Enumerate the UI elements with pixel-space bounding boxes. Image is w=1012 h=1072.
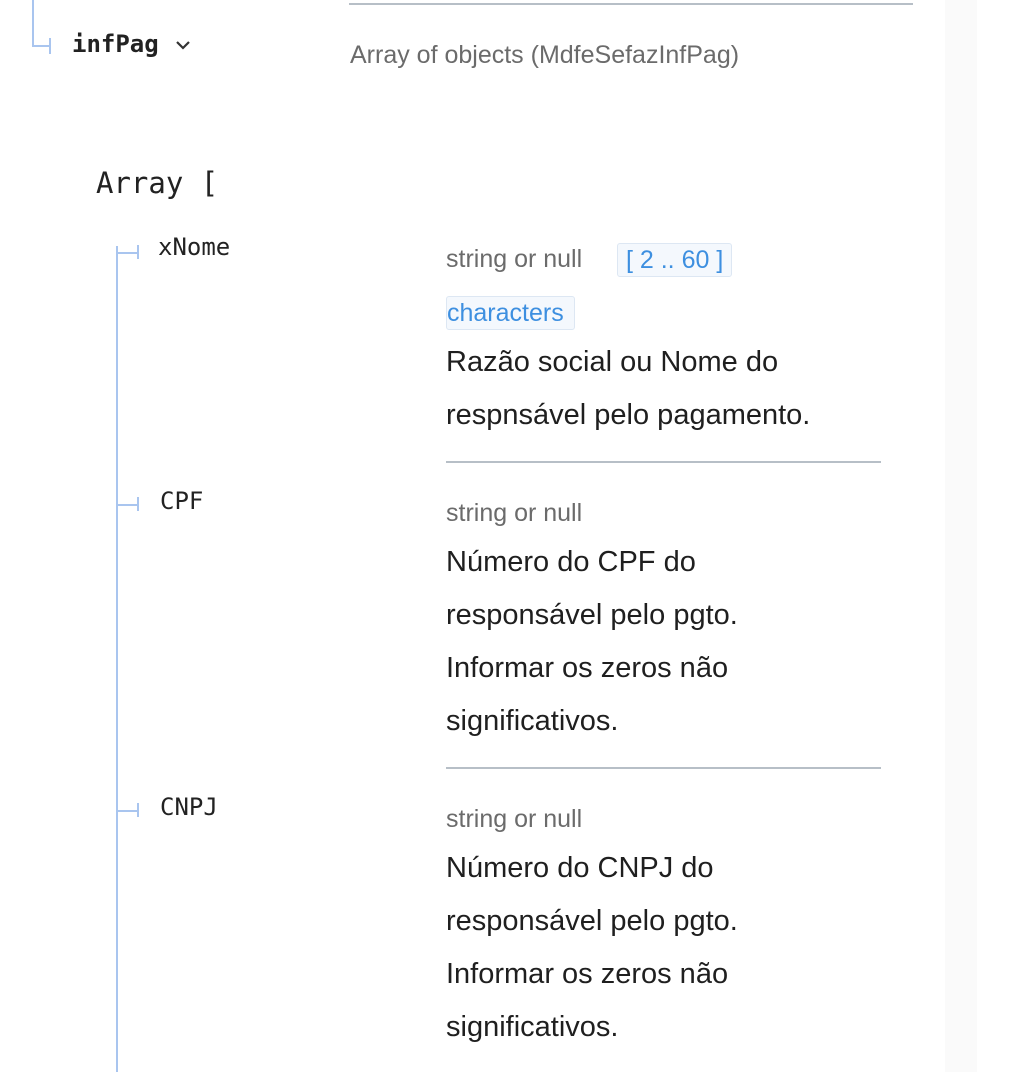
- property-type-xnome: string or null: [446, 245, 583, 273]
- constraint-badge-range: [ 2 .. 60 ]: [617, 243, 732, 277]
- tree-branch-tick: [137, 803, 139, 817]
- tree-branch-tick: [137, 497, 139, 511]
- right-sidebar-panel: [945, 0, 977, 1072]
- property-type-cnpj: string or null: [446, 805, 583, 833]
- tree-branch: [116, 810, 138, 812]
- tree-branch: [32, 45, 50, 47]
- property-description-cnpj: [446, 842, 738, 1054]
- tree-branch-tick: [137, 245, 139, 259]
- property-description-xnome: [446, 336, 810, 442]
- description-line: Número do CPF do: [446, 546, 696, 578]
- tree-line: [32, 0, 34, 46]
- description-line: Informar os zeros não: [446, 958, 729, 990]
- tree-branch: [116, 252, 138, 254]
- constraint-badge-unit: characters: [446, 296, 575, 330]
- description-line: respnsável pelo pagamento.: [446, 399, 811, 431]
- tree-branch-tick: [49, 38, 51, 54]
- property-name-infpag[interactable]: infPag: [72, 30, 159, 58]
- array-open-label: Array [: [96, 166, 219, 200]
- description-line: Razão social ou Nome do: [446, 346, 779, 378]
- property-divider: [446, 461, 881, 463]
- description-line: responsável pelo pgto.: [446, 905, 738, 937]
- property-name-xnome: xNome: [158, 233, 231, 261]
- description-line: responsável pelo pgto.: [446, 599, 738, 631]
- description-line: Informar os zeros não: [446, 652, 729, 684]
- property-name-cnpj: CNPJ: [160, 793, 218, 821]
- property-description-cpf: [446, 536, 738, 748]
- description-line: significativos.: [446, 1011, 619, 1043]
- tree-branch: [116, 504, 138, 506]
- property-name-cpf: CPF: [160, 487, 204, 515]
- right-edge: [977, 0, 1012, 1072]
- property-type-cpf: string or null: [446, 499, 583, 527]
- description-line: significativos.: [446, 705, 619, 737]
- chevron-down-icon[interactable]: [174, 38, 192, 52]
- tree-line: [116, 246, 118, 1072]
- section-divider: [349, 3, 913, 5]
- description-line: Número do CNPJ do: [446, 852, 714, 884]
- property-divider: [446, 767, 881, 769]
- property-type-infpag: Array of objects (MdfeSefazInfPag): [350, 41, 740, 69]
